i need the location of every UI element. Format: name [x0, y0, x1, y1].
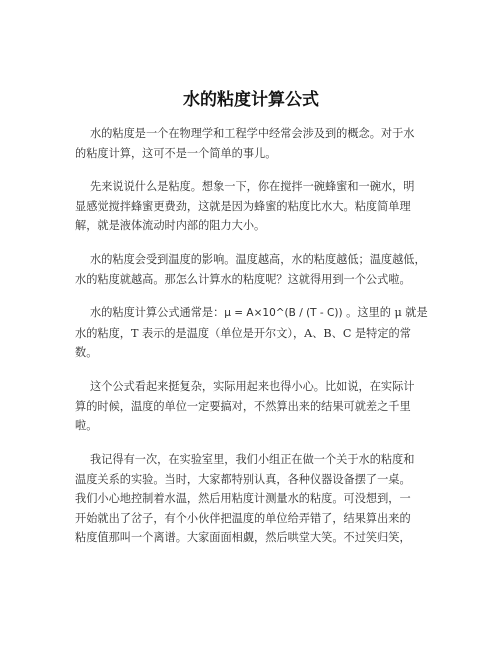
- paragraph-line: 算的时候，温度的单位一定要搞对，不然算出来的结果可就差之千里: [75, 399, 411, 413]
- paragraph-line: 显感觉搅拌蜂蜜更费劲，这就是因为蜂蜜的粘度比水大。粘度简单理: [75, 199, 411, 213]
- formula-suffix: 。这里的 μ 就是: [342, 306, 428, 319]
- paragraph-line: 我记得有一次，在实验室里，我们小组正在做一个关于水的粘度和: [90, 453, 415, 466]
- paragraph-1: [75, 124, 435, 163]
- paragraph-line: 水的粘度，T 表示的是温度（单位是开尔文），A、B、C 是特定的常: [75, 326, 411, 340]
- formula-line: [75, 303, 435, 324]
- paragraph-2: [75, 177, 435, 236]
- formula-prefix: 水的粘度计算公式通常是：: [90, 306, 225, 319]
- paragraph-line: 啦。: [75, 419, 98, 432]
- paragraph-line: 水的粘度是一个在物理学和工程学中经常会涉及到的概念。对于水: [90, 127, 415, 140]
- paragraph-3: [75, 250, 435, 289]
- paragraph-line: 先来说说什么是粘度。想象一下，你在搅拌一碗蜂蜜和一碗水，明: [90, 180, 415, 193]
- paragraph-line: 这个公式看起来挺复杂，实际用起来也得小心。比如说，在实际计: [90, 380, 415, 393]
- paragraph-line: 水的粘度会受到温度的影响。温度越高，水的粘度越低；温度越低，: [90, 253, 426, 266]
- paragraph-line: 温度关系的实验。当时，大家都特别认真，各种仪器设备摆了一桌。: [75, 472, 411, 486]
- paragraph-line: 数。: [75, 346, 98, 359]
- paragraph-line: 水的粘度就越高。那怎么计算水的粘度呢？这就得用到一个公式啦。: [75, 272, 411, 286]
- document-title: 水的粘度计算公式: [183, 90, 319, 110]
- viscosity-formula: μ = A×10^(B / (T - C)): [224, 307, 343, 319]
- paragraph-line: 开始就出了岔子，有个小伙伴把温度的单位给弄错了，结果算出来的: [75, 511, 411, 525]
- paragraph-line: 粘度值那叫一个离谱。大家面面相觑，然后哄堂大笑。不过笑归笑，: [75, 531, 411, 544]
- paragraph-6: [75, 450, 435, 548]
- paragraph-5: [75, 377, 435, 436]
- paragraph-line: 解，就是液体流动时内部的阻力大小。: [75, 219, 266, 232]
- paragraph-line: 的粘度计算，这可不是一个简单的事儿。: [75, 146, 277, 160]
- paragraph-4: [75, 303, 435, 363]
- paragraph-line: 我们小心地控制着水温，然后用粘度计测量水的粘度。可没想到，一: [75, 492, 411, 505]
